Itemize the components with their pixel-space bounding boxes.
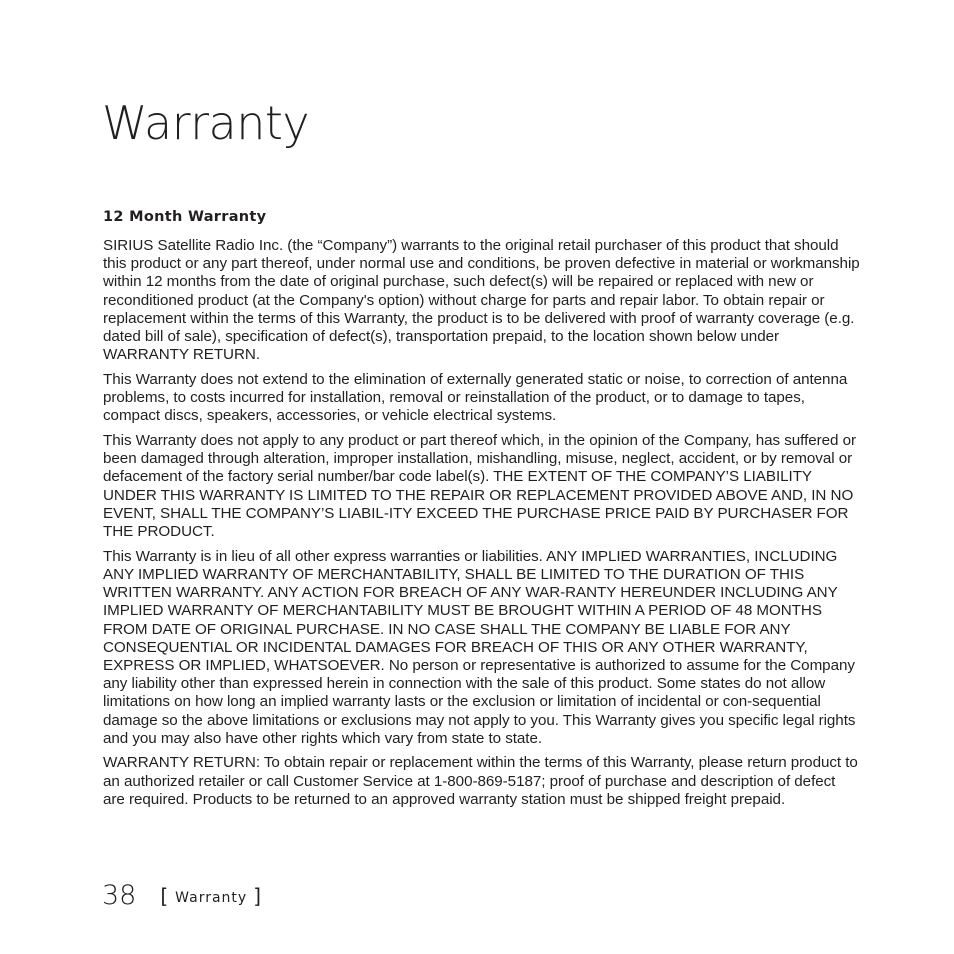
bracket-open: [ [160,884,169,908]
page-title: Warranty [102,96,310,150]
paragraph-warranty-return: WARRANTY RETURN: To obtain repair or replacement within the terms of this Warranty, please return product to an authorized retailer or call Customer Service at 1-800-869-5187; proof of purchase and description of defect are required. Products to be returned to an approved warranty station must be shipped freight prepaid. [103,754,858,808]
running-head: Warranty [175,890,248,906]
bracket-close: ] [253,884,262,908]
paragraph-limitations: This Warranty does not apply to any product or part thereof which, in the opinion of the Company, has suffered or been damaged through alteration, improper installation, mishandling, misuse, neglect, accident, or by removal or defacement of the factory serial number/bar code label(s). THE EXTENT OF THE COMPANY’S LIABILITY UNDER THIS WARRANTY IS LIMITED TO THE REPAIR OR REPLACEMENT PROVIDED ABOVE AND, IN NO EVENT, SHALL THE COMPANY’S LIABIL-ITY EXCEED THE PURCHASE PRICE PAID BY PURCHASER FOR THE PRODUCT. [103,432,857,541]
page-footer [102,876,261,916]
paragraph-coverage: SIRIUS Satellite Radio Inc. (the “Company”) warrants to the original retail purchaser of this product that should this product or any part thereof, under normal use and conditions, be proven defective in material or workmanship within 12 months from the date of original purchase, such defect(s) will be repaired or replaced with new or reconditioned product (at the Company's option) without charge for parts and repair labor. To obtain repair or replacement within the terms of this Warranty, the product is to be delivered with proof of warranty coverage (e.g. dated bill of sale), specification of defect(s), transportation prepaid, to the location shown below under WARRANTY RETURN. [103,237,860,364]
paragraph-implied-warranties: This Warranty is in lieu of all other express warranties or liabilities. ANY IMPLIED WARRANTIES, INCLUDING ANY IMPLIED WARRANTY OF MERCHANTABILITY, SHALL BE LIMITED TO THE DURATION OF THIS WRITTEN WARRANTY. ANY ACTION FOR BREACH OF ANY WAR-RANTY HEREUNDER INCLUDING ANY IMPLIED WARRANTY OF MERCHANTABILITY MUST BE BROUGHT WITHIN A PERIOD OF 48 MONTHS FROM DATE OF ORIGINAL PURCHASE. IN NO CASE SHALL THE COMPANY BE LIABLE FOR ANY CONSEQUENTIAL OR INCIDENTAL DAMAGES FOR BREACH OF THIS OR ANY OTHER WARRANTY, EXPRESS OR IMPLIED, WHATSOEVER. No person or representative is authorized to assume for the Company any liability other than expressed herein in connection with the sale of this product. Some states do not allow limitations on how long an implied warranty lasts or the exclusion or limitation of incidental or con-sequential damage so the above limitations or exclusions may not apply to you. This Warranty gives you specific legal rights and you may also have other rights which vary from state to state. [103,547,856,747]
paragraph-exclusions: This Warranty does not extend to the elimination of externally generated static or noise, to correction of antenna problems, to costs incurred for installation, removal or reinstallation of the product, or to damage to tapes, compact discs, speakers, accessories, or vehicle electrical systems. [103,370,848,425]
section-heading: 12 Month Warranty [103,209,267,225]
page-number: 38 [102,880,137,911]
warranty-section [103,208,861,816]
